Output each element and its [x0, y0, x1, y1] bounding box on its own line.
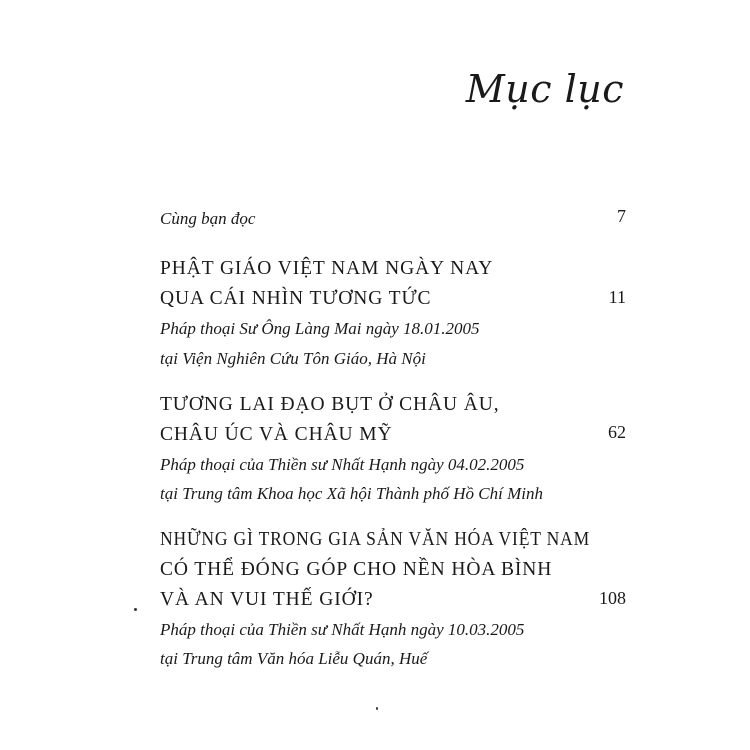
- toc-entry-2-heading-line-1: CHÂU ÚC VÀ CHÂU MỸ: [160, 424, 393, 445]
- toc-entry-1-heading-line-1: QUA CÁI NHÌN TƯƠNG TỨC: [160, 288, 432, 309]
- toc-entry-3-heading-line-1: CÓ THỂ ĐÓNG GÓP CHO NỀN HÒA BÌNH: [160, 559, 553, 580]
- page-title: Mục lục: [465, 67, 624, 111]
- toc-entry-3-heading-line-0: NHỮNG GÌ TRONG GIA SẢN VĂN HÓA VIỆT NAM: [160, 529, 591, 550]
- toc-entry-3-sub-line-1: tại Trung tâm Văn hóa Liễu Quán, Huế: [160, 649, 428, 668]
- toc-entry-2-heading-line-0: TƯƠNG LAI ĐẠO BỤT Ở CHÂU ÂU,: [160, 394, 500, 415]
- toc-entry-2-page-number: 62: [608, 422, 626, 442]
- toc-entry-1-page-number: 11: [608, 287, 626, 307]
- toc-entry-1-heading-line-0: PHẬT GIÁO VIỆT NAM NGÀY NAY: [160, 258, 494, 279]
- toc-entry-3-heading-line-2: VÀ AN VUI THẾ GIỚI?: [160, 589, 374, 610]
- toc-entry-0-page-number: 7: [617, 206, 626, 226]
- toc-entry-2-sub-line-1: tại Trung tâm Khoa học Xã hội Thành phố Hồ Chí Minh: [160, 484, 543, 503]
- toc-entry-3-page-number: 108: [599, 588, 626, 608]
- toc-entry-1-sub-line-1: tại Viện Nghiên Cứu Tôn Giáo, Hà Nội: [160, 349, 426, 368]
- toc-entry-2-sub-line-0: Pháp thoại của Thiền sư Nhất Hạnh ngày 04.02.2005: [160, 455, 525, 474]
- toc-entry-1-sub-line-0: Pháp thoại Sư Ông Làng Mai ngày 18.01.2005: [160, 319, 480, 338]
- toc-entry-0-heading-line-0: Cùng bạn đọc: [160, 209, 256, 228]
- toc-entry-3-sub-line-0: Pháp thoại của Thiền sư Nhất Hạnh ngày 10.03.2005: [160, 620, 525, 639]
- scan-speck: [376, 707, 378, 710]
- scan-speck: [134, 608, 137, 611]
